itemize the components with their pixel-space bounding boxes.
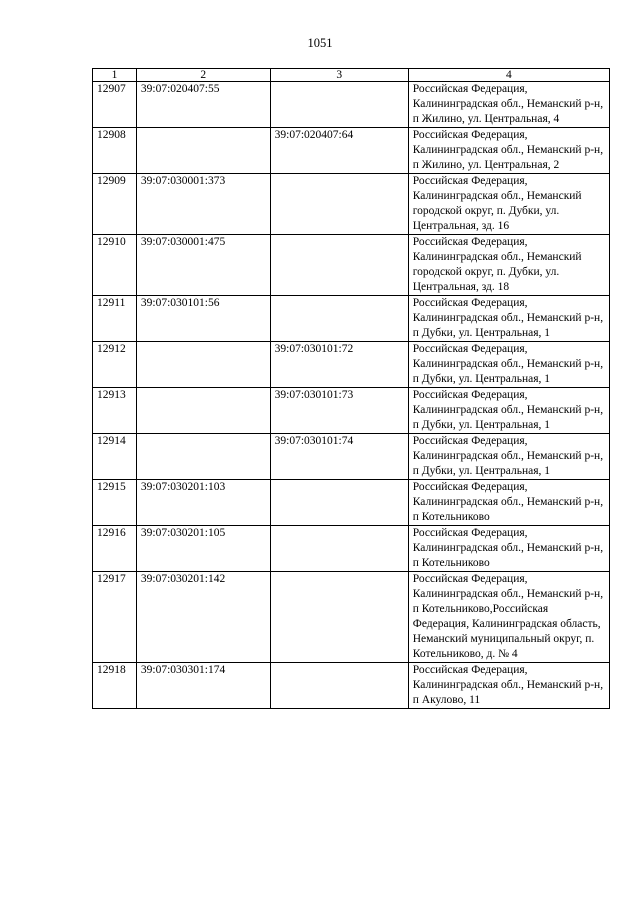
address-cell: Российская Федерация, Калининградская обл., Неманский р-н, п Жилино, ул. Центральная, 2 (408, 128, 609, 174)
cadastral-number-col2: 39:07:020407:55 (136, 82, 270, 128)
address-cell: Российская Федерация, Калининградская обл., Неманский р-н, п Котельниково (408, 480, 609, 526)
table-row (93, 235, 610, 296)
table-row (93, 82, 610, 128)
table-row (93, 174, 610, 235)
page-number: 1051 (307, 36, 333, 50)
cadastral-number-col2: 39:07:030201:142 (136, 572, 270, 663)
table-row (93, 388, 610, 434)
row-number: 12915 (93, 480, 137, 526)
cadastral-number-col2: 39:07:030101:56 (136, 296, 270, 342)
row-number: 12914 (93, 434, 137, 480)
table-row (93, 434, 610, 480)
row-number: 12910 (93, 235, 137, 296)
table-header-row (93, 69, 610, 82)
registry-table (92, 68, 610, 709)
cadastral-number-col2 (136, 388, 270, 434)
column-header-3: 3 (270, 69, 408, 82)
address-cell: Российская Федерация, Калининградская обл., Неманский р-н, п Котельниково,Российская Федерация, Калининградская область, Неманский муниципальный округ, п. Котельниково, д. № 4 (408, 572, 609, 663)
table-row (93, 342, 610, 388)
cadastral-number-col2: 39:07:030001:475 (136, 235, 270, 296)
cadastral-number-col2: 39:07:030201:103 (136, 480, 270, 526)
address-cell: Российская Федерация, Калининградская обл., Неманский городской округ, п. Дубки, ул. Центральная, зд. 18 (408, 235, 609, 296)
cadastral-number-col3 (270, 663, 408, 709)
address-cell: Российская Федерация, Калининградская обл., Неманский р-н, п Дубки, ул. Центральная, 1 (408, 388, 609, 434)
row-number: 12916 (93, 526, 137, 572)
table-row (93, 296, 610, 342)
address-cell: Российская Федерация, Калининградская обл., Неманский городской округ, п. Дубки, ул. Центральная, зд. 16 (408, 174, 609, 235)
row-number: 12917 (93, 572, 137, 663)
address-cell: Российская Федерация, Калининградская обл., Неманский р-н, п Дубки, ул. Центральная, 1 (408, 342, 609, 388)
row-number: 12918 (93, 663, 137, 709)
address-cell: Российская Федерация, Калининградская обл., Неманский р-н, п Дубки, ул. Центральная, 1 (408, 434, 609, 480)
address-cell: Российская Федерация, Калининградская обл., Неманский р-н, п Дубки, ул. Центральная, 1 (408, 296, 609, 342)
table-row (93, 572, 610, 663)
column-header-4: 4 (408, 69, 609, 82)
cadastral-number-col2: 39:07:030001:373 (136, 174, 270, 235)
cadastral-number-col3 (270, 296, 408, 342)
row-number: 12912 (93, 342, 137, 388)
cadastral-number-col3 (270, 235, 408, 296)
column-header-1: 1 (93, 69, 137, 82)
cadastral-number-col3: 39:07:030101:74 (270, 434, 408, 480)
address-cell: Российская Федерация, Калининградская обл., Неманский р-н, п Котельниково (408, 526, 609, 572)
cadastral-number-col3: 39:07:030101:73 (270, 388, 408, 434)
address-cell: Российская Федерация, Калининградская обл., Неманский р-н, п Жилино, ул. Центральная, 4 (408, 82, 609, 128)
table-row (93, 480, 610, 526)
table-row (93, 128, 610, 174)
column-header-2: 2 (136, 69, 270, 82)
address-cell: Российская Федерация, Калининградская обл., Неманский р-н, п Акулово, 11 (408, 663, 609, 709)
cadastral-number-col2 (136, 128, 270, 174)
cadastral-number-col2 (136, 342, 270, 388)
cadastral-number-col3: 39:07:030101:72 (270, 342, 408, 388)
row-number: 12908 (93, 128, 137, 174)
row-number: 12911 (93, 296, 137, 342)
row-number: 12913 (93, 388, 137, 434)
row-number: 12909 (93, 174, 137, 235)
table-row (93, 526, 610, 572)
cadastral-number-col3 (270, 82, 408, 128)
cadastral-number-col3 (270, 526, 408, 572)
cadastral-number-col3 (270, 480, 408, 526)
cadastral-number-col3 (270, 572, 408, 663)
row-number: 12907 (93, 82, 137, 128)
cadastral-number-col2: 39:07:030201:105 (136, 526, 270, 572)
cadastral-number-col2: 39:07:030301:174 (136, 663, 270, 709)
table-row (93, 663, 610, 709)
cadastral-number-col2 (136, 434, 270, 480)
cadastral-number-col3: 39:07:020407:64 (270, 128, 408, 174)
cadastral-number-col3 (270, 174, 408, 235)
